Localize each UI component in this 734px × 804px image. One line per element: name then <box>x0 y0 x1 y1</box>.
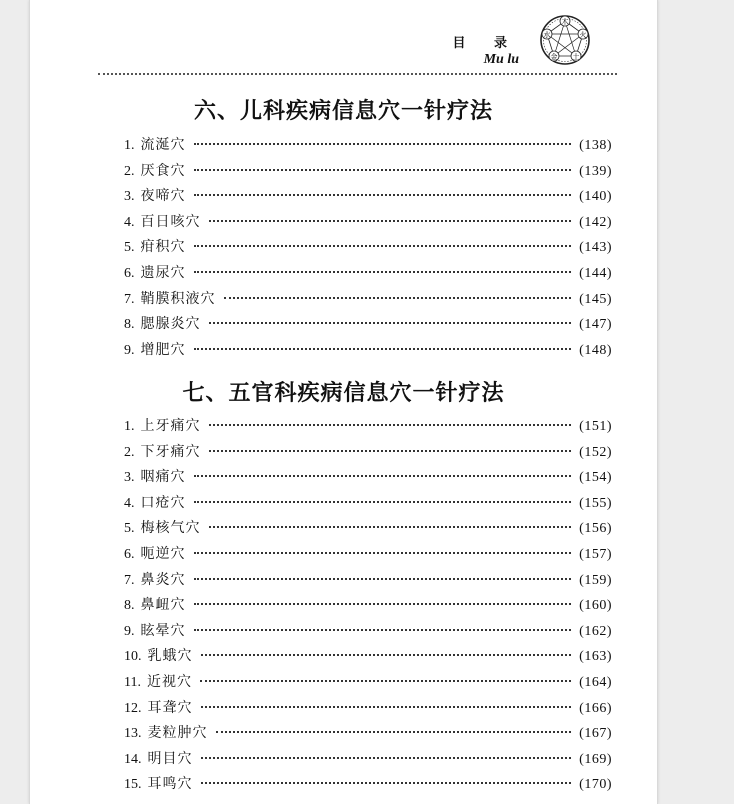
entry-page: (162) <box>579 623 612 639</box>
entry-number: 7. <box>124 291 135 307</box>
entry-page: (145) <box>579 291 612 307</box>
emblem-char-earth: 土 <box>572 53 580 61</box>
dot-leader <box>194 271 572 273</box>
entry-title: 鞘膜积液穴 <box>140 290 216 307</box>
entry-title: 梅核气穴 <box>140 520 201 537</box>
dot-leader <box>194 552 572 554</box>
entry-title: 近视穴 <box>146 673 192 690</box>
entry-title: 遗尿穴 <box>140 264 186 281</box>
entry-title: 上牙痛穴 <box>140 418 201 434</box>
entry-page: (148) <box>579 342 612 358</box>
entry-title: 呃逆穴 <box>140 545 186 562</box>
entry-title: 夜啼穴 <box>140 188 186 205</box>
toc-entry[interactable] <box>124 645 612 671</box>
dot-leader <box>224 297 572 299</box>
dot-leader <box>200 680 571 682</box>
entry-number: 1. <box>124 138 135 153</box>
entry-number: 9. <box>124 623 135 639</box>
header-divider <box>98 73 617 75</box>
entry-page: (144) <box>579 265 612 281</box>
dot-leader <box>201 782 572 784</box>
entry-number: 5. <box>124 521 135 537</box>
header-pinyin: Mu lu <box>483 52 519 67</box>
entry-number: 1. <box>124 419 135 434</box>
emblem-char-water: 水 <box>543 31 551 39</box>
entry-title: 下牙痛穴 <box>140 443 201 460</box>
toc-entry[interactable] <box>124 620 612 646</box>
dot-leader <box>209 450 572 452</box>
toc-entry[interactable] <box>124 160 612 186</box>
toc-entry[interactable] <box>124 211 612 237</box>
entry-page: (156) <box>579 521 612 537</box>
dot-leader <box>194 348 572 350</box>
emblem-char-metal: 金 <box>550 53 558 61</box>
entry-page: (154) <box>579 470 612 486</box>
entry-number: 15. <box>124 777 142 793</box>
toc-entry[interactable] <box>124 697 612 723</box>
dot-leader <box>194 578 572 580</box>
dot-leader <box>194 169 572 171</box>
entry-title: 耳鸣穴 <box>147 776 193 793</box>
entry-number: 4. <box>124 214 135 230</box>
entry-page: (139) <box>579 163 612 179</box>
entry-page: (147) <box>579 317 612 333</box>
entry-page: (160) <box>579 598 612 614</box>
five-elements-emblem-icon <box>539 12 591 68</box>
toc-entry[interactable] <box>124 236 612 262</box>
dot-leader <box>201 654 572 656</box>
section-title-pediatrics: 六、儿科疾病信息穴一针疗法 <box>193 98 493 124</box>
entry-number: 14. <box>124 751 142 767</box>
toc-entry[interactable] <box>124 441 612 467</box>
entry-title: 麦粒肿穴 <box>147 725 208 742</box>
dot-leader <box>209 424 572 426</box>
entry-page: (151) <box>579 419 612 434</box>
entry-number: 8. <box>124 598 135 614</box>
document-page <box>29 0 658 804</box>
entry-page: (140) <box>579 189 612 205</box>
entry-title: 增肥穴 <box>140 341 186 358</box>
toc-list-pediatrics <box>124 134 612 364</box>
dot-leader <box>209 220 572 222</box>
toc-entry[interactable] <box>124 339 612 365</box>
entry-number: 11. <box>124 674 141 690</box>
toc-entry[interactable] <box>124 185 612 211</box>
dot-leader <box>194 501 572 503</box>
toc-entry[interactable] <box>124 543 612 569</box>
entry-title: 耳聋穴 <box>147 699 193 716</box>
entry-number: 4. <box>124 495 135 511</box>
dot-leader <box>194 475 572 477</box>
dot-leader <box>194 603 572 605</box>
dot-leader <box>209 526 572 528</box>
toc-entry[interactable] <box>124 313 612 339</box>
entry-page: (138) <box>579 138 612 153</box>
entry-page: (157) <box>579 546 612 562</box>
toc-entry[interactable] <box>124 517 612 543</box>
entry-number: 6. <box>124 265 135 281</box>
entry-number: 2. <box>124 444 135 460</box>
entry-title: 百日咳穴 <box>140 213 201 230</box>
toc-entry[interactable] <box>124 722 612 748</box>
entry-title: 明目穴 <box>147 750 193 767</box>
toc-entry[interactable] <box>124 262 612 288</box>
toc-entry[interactable] <box>124 492 612 518</box>
dot-leader <box>194 143 572 145</box>
entry-number: 12. <box>124 700 142 716</box>
dot-leader <box>209 322 572 324</box>
entry-number: 7. <box>124 572 135 588</box>
entry-title: 眩晕穴 <box>140 622 186 639</box>
entry-number: 10. <box>124 649 142 665</box>
entry-page: (166) <box>579 700 612 716</box>
toc-entry[interactable] <box>124 466 612 492</box>
entry-title: 疳积穴 <box>140 239 186 256</box>
toc-entry[interactable] <box>124 748 612 774</box>
entry-page: (169) <box>579 751 612 767</box>
toc-entry[interactable] <box>124 671 612 697</box>
dot-leader <box>194 629 572 631</box>
entry-page: (170) <box>579 777 612 793</box>
entry-title: 腮腺炎穴 <box>140 316 201 333</box>
entry-number: 6. <box>124 546 135 562</box>
toc-entry[interactable] <box>124 134 612 160</box>
emblem-char-fire: 火 <box>579 31 587 39</box>
section-title-ent: 七、五官科疾病信息穴一针疗法 <box>182 380 505 406</box>
toc-list-ent <box>124 415 612 799</box>
dot-leader <box>201 757 572 759</box>
entry-title: 乳蛾穴 <box>147 648 193 665</box>
entry-number: 8. <box>124 317 135 333</box>
dot-leader <box>216 731 572 733</box>
toc-entry[interactable] <box>124 773 612 799</box>
entry-title: 流涎穴 <box>140 137 186 153</box>
entry-page: (152) <box>579 444 612 460</box>
entry-title: 口疮穴 <box>140 494 186 511</box>
entry-number: 13. <box>124 726 142 742</box>
entry-page: (142) <box>579 214 612 230</box>
entry-title: 咽痛穴 <box>140 469 186 486</box>
emblem-char-wood: 木 <box>561 18 569 26</box>
header-title: 目 录 <box>452 36 519 51</box>
entry-number: 3. <box>124 189 135 205</box>
entry-title: 鼻炎穴 <box>140 571 186 588</box>
entry-page: (143) <box>579 240 612 256</box>
entry-page: (164) <box>579 674 612 690</box>
toc-entry[interactable] <box>124 594 612 620</box>
entry-title: 厌食穴 <box>140 162 186 179</box>
dot-leader <box>194 245 572 247</box>
entry-page: (159) <box>579 572 612 588</box>
dot-leader <box>194 194 572 196</box>
toc-entry[interactable] <box>124 569 612 595</box>
entry-page: (167) <box>579 726 612 742</box>
entry-number: 5. <box>124 240 135 256</box>
entry-page: (163) <box>579 649 612 665</box>
entry-number: 3. <box>124 470 135 486</box>
entry-title: 鼻衄穴 <box>140 597 186 614</box>
toc-entry[interactable] <box>124 415 612 441</box>
dot-leader <box>201 706 572 708</box>
entry-page: (155) <box>579 495 612 511</box>
entry-number: 2. <box>124 163 135 179</box>
toc-entry[interactable] <box>124 288 612 314</box>
entry-number: 9. <box>124 342 135 358</box>
